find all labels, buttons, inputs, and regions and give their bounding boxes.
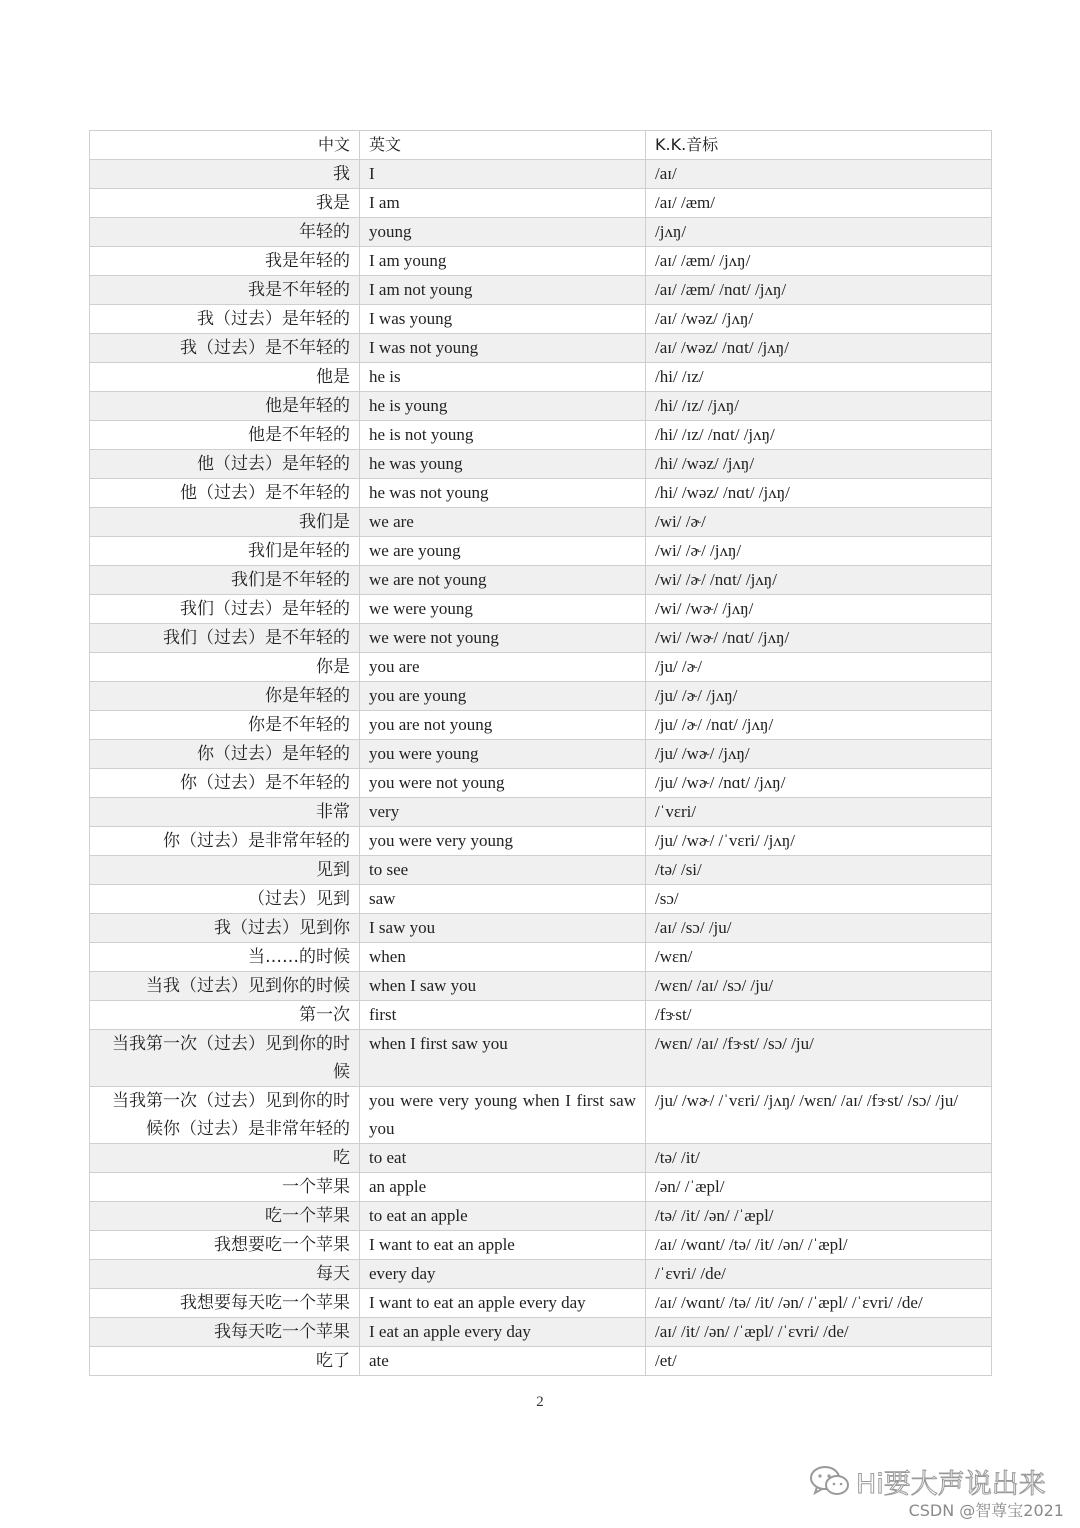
cell-chinese: 当我第一次（过去）见到你的时候: [90, 1030, 360, 1087]
cell-chinese: 他是年轻的: [90, 392, 360, 421]
table-row: [90, 566, 992, 595]
table-row: [90, 885, 992, 914]
cell-chinese: 非常: [90, 798, 360, 827]
table-row: [90, 827, 992, 856]
cell-chinese: 你（过去）是非常年轻的: [90, 827, 360, 856]
cell-kk-phonetic: /ju/ /ɚ/ /nɑt/ /jʌŋ/: [646, 711, 992, 740]
cell-english: we were not young: [360, 624, 646, 653]
cell-english: you were very young when I first saw you: [360, 1087, 646, 1144]
cell-kk-phonetic: /ju/ /wɚ/ /ˈvɛri/ /jʌŋ/: [646, 827, 992, 856]
cell-chinese: 吃了: [90, 1347, 360, 1376]
table-row: [90, 711, 992, 740]
cell-english: I was young: [360, 305, 646, 334]
cell-chinese: 他（过去）是年轻的: [90, 450, 360, 479]
cell-english: I want to eat an apple every day: [360, 1289, 646, 1318]
cell-english: I was not young: [360, 334, 646, 363]
cell-kk-phonetic: /ən/ /ˈæpl/: [646, 1173, 992, 1202]
table-row: [90, 1030, 992, 1087]
table-row: [90, 798, 992, 827]
cell-english: when I first saw you: [360, 1030, 646, 1087]
cell-kk-phonetic: /sɔ/: [646, 885, 992, 914]
cell-kk-phonetic: /wɛn/ /aɪ/ /fɝst/ /sɔ/ /ju/: [646, 1030, 992, 1087]
cell-chinese: 我们是不年轻的: [90, 566, 360, 595]
table-row: [90, 1144, 992, 1173]
cell-chinese: 他是: [90, 363, 360, 392]
cell-english: we are not young: [360, 566, 646, 595]
table-row: [90, 856, 992, 885]
page-number: 2: [536, 1394, 544, 1410]
cell-kk-phonetic: /ju/ /wɚ/ /jʌŋ/: [646, 740, 992, 769]
table-row: [90, 1001, 992, 1030]
cell-english: he was not young: [360, 479, 646, 508]
cell-kk-phonetic: /ju/ /ɚ/ /jʌŋ/: [646, 682, 992, 711]
table-row: [90, 334, 992, 363]
cell-chinese: 你（过去）是年轻的: [90, 740, 360, 769]
cell-kk-phonetic: /ju/ /ɚ/: [646, 653, 992, 682]
table-row: [90, 160, 992, 189]
table-row: [90, 682, 992, 711]
cell-english: we are young: [360, 537, 646, 566]
cell-chinese: 第一次: [90, 1001, 360, 1030]
cell-chinese: 我想要每天吃一个苹果: [90, 1289, 360, 1318]
watermark-brand: [808, 1462, 1058, 1500]
table-row: [90, 392, 992, 421]
cell-english: I saw you: [360, 914, 646, 943]
cell-english: you were young: [360, 740, 646, 769]
cell-kk-phonetic: /ju/ /wɚ/ /ˈvɛri/ /jʌŋ/ /wɛn/ /aɪ/ /fɝst/ /sɔ/ /ju/: [646, 1087, 992, 1144]
cell-chinese: 我（过去）见到你: [90, 914, 360, 943]
cell-chinese: 我是年轻的: [90, 247, 360, 276]
cell-kk-phonetic: /ˈɛvri/ /de/: [646, 1260, 992, 1289]
cell-kk-phonetic: /tə/ /si/: [646, 856, 992, 885]
cell-english: very: [360, 798, 646, 827]
cell-kk-phonetic: /aɪ/ /æm/ /nɑt/ /jʌŋ/: [646, 276, 992, 305]
cell-english: I: [360, 160, 646, 189]
cell-english: you were very young: [360, 827, 646, 856]
cell-kk-phonetic: /aɪ/ /it/ /ən/ /ˈæpl/ /ˈɛvri/ /de/: [646, 1318, 992, 1347]
cell-kk-phonetic: /wi/ /ɚ/ /nɑt/ /jʌŋ/: [646, 566, 992, 595]
cell-chinese: 我想要吃一个苹果: [90, 1231, 360, 1260]
cell-english: when I saw you: [360, 972, 646, 1001]
table-row: [90, 1087, 992, 1144]
header-english: 英文: [360, 131, 646, 160]
cell-english: young: [360, 218, 646, 247]
table-row: [90, 624, 992, 653]
cell-english: I am not young: [360, 276, 646, 305]
table-row: [90, 479, 992, 508]
table-row: [90, 1173, 992, 1202]
table-row: [90, 218, 992, 247]
cell-kk-phonetic: /hi/ /ɪz/: [646, 363, 992, 392]
table-row: [90, 914, 992, 943]
cell-english: he is: [360, 363, 646, 392]
cell-chinese: 我（过去）是年轻的: [90, 305, 360, 334]
table-row: [90, 943, 992, 972]
table-row: [90, 276, 992, 305]
table-row: [90, 1289, 992, 1318]
cell-chinese: 你是年轻的: [90, 682, 360, 711]
cell-kk-phonetic: /aɪ/ /æm/: [646, 189, 992, 218]
table-row: [90, 595, 992, 624]
cell-kk-phonetic: /fɝst/: [646, 1001, 992, 1030]
table-row: [90, 363, 992, 392]
cell-english: you are young: [360, 682, 646, 711]
table-row: [90, 1347, 992, 1376]
cell-kk-phonetic: /hi/ /wəz/ /nɑt/ /jʌŋ/: [646, 479, 992, 508]
header-kk-phonetic: K.K.音标: [646, 131, 992, 160]
table-row: [90, 450, 992, 479]
cell-chinese: 他（过去）是不年轻的: [90, 479, 360, 508]
cell-kk-phonetic: /hi/ /ɪz/ /nɑt/ /jʌŋ/: [646, 421, 992, 450]
cell-english: you are: [360, 653, 646, 682]
table-row: [90, 1260, 992, 1289]
cell-kk-phonetic: /ju/ /wɚ/ /nɑt/ /jʌŋ/: [646, 769, 992, 798]
cell-english: you are not young: [360, 711, 646, 740]
table-row: [90, 305, 992, 334]
cell-english: we were young: [360, 595, 646, 624]
cell-english: to eat: [360, 1144, 646, 1173]
cell-chinese: 吃: [90, 1144, 360, 1173]
table-row: [90, 537, 992, 566]
cell-kk-phonetic: /et/: [646, 1347, 992, 1376]
cell-english: every day: [360, 1260, 646, 1289]
cell-english: I want to eat an apple: [360, 1231, 646, 1260]
cell-kk-phonetic: /aɪ/ /æm/ /jʌŋ/: [646, 247, 992, 276]
cell-chinese: 见到: [90, 856, 360, 885]
cell-chinese: 我每天吃一个苹果: [90, 1318, 360, 1347]
cell-kk-phonetic: /jʌŋ/: [646, 218, 992, 247]
cell-kk-phonetic: /wɛn/: [646, 943, 992, 972]
cell-chinese: 年轻的: [90, 218, 360, 247]
cell-english: we are: [360, 508, 646, 537]
cell-chinese: 我们（过去）是不年轻的: [90, 624, 360, 653]
cell-english: to see: [360, 856, 646, 885]
cell-chinese: 当我第一次（过去）见到你的时候你（过去）是非常年轻的: [90, 1087, 360, 1144]
cell-kk-phonetic: /ˈvɛri/: [646, 798, 992, 827]
cell-chinese: 你是: [90, 653, 360, 682]
cell-kk-phonetic: /aɪ/ /wɑnt/ /tə/ /it/ /ən/ /ˈæpl/: [646, 1231, 992, 1260]
vocab-table: [89, 130, 992, 1376]
cell-chinese: 每天: [90, 1260, 360, 1289]
cell-english: to eat an apple: [360, 1202, 646, 1231]
cell-chinese: 当……的时候: [90, 943, 360, 972]
cell-english: he was young: [360, 450, 646, 479]
cell-kk-phonetic: /wi/ /ɚ/ /jʌŋ/: [646, 537, 992, 566]
table-row: [90, 247, 992, 276]
cell-chinese: 我是: [90, 189, 360, 218]
cell-english: ate: [360, 1347, 646, 1376]
table-row: [90, 1318, 992, 1347]
cell-chinese: 我们（过去）是年轻的: [90, 595, 360, 624]
table-header-row: [90, 131, 992, 160]
cell-chinese: （过去）见到: [90, 885, 360, 914]
cell-kk-phonetic: /wi/ /wɚ/ /jʌŋ/: [646, 595, 992, 624]
table-row: [90, 1202, 992, 1231]
watermark-credit: CSDN @智尊宝2021: [908, 1501, 1064, 1520]
table-row: [90, 653, 992, 682]
wechat-icon: [808, 1463, 852, 1499]
watermark-brand-text: Hi要大声说出来: [856, 1468, 1046, 1500]
cell-chinese: 吃一个苹果: [90, 1202, 360, 1231]
cell-chinese: 他是不年轻的: [90, 421, 360, 450]
table-row: [90, 421, 992, 450]
cell-kk-phonetic: /tə/ /it/: [646, 1144, 992, 1173]
cell-kk-phonetic: /aɪ/ /wəz/ /jʌŋ/: [646, 305, 992, 334]
cell-kk-phonetic: /wi/ /wɚ/ /nɑt/ /jʌŋ/: [646, 624, 992, 653]
table-row: [90, 189, 992, 218]
header-chinese: 中文: [90, 131, 360, 160]
table-row: [90, 972, 992, 1001]
cell-chinese: 我是不年轻的: [90, 276, 360, 305]
cell-kk-phonetic: /aɪ/: [646, 160, 992, 189]
cell-kk-phonetic: /wɛn/ /aɪ/ /sɔ/ /ju/: [646, 972, 992, 1001]
table-row: [90, 1231, 992, 1260]
table-row: [90, 508, 992, 537]
cell-kk-phonetic: /hi/ /ɪz/ /jʌŋ/: [646, 392, 992, 421]
table-row: [90, 740, 992, 769]
cell-kk-phonetic: /wi/ /ɚ/: [646, 508, 992, 537]
cell-english: he is not young: [360, 421, 646, 450]
cell-chinese: 我（过去）是不年轻的: [90, 334, 360, 363]
cell-chinese: 我: [90, 160, 360, 189]
cell-english: I am: [360, 189, 646, 218]
cell-english: I eat an apple every day: [360, 1318, 646, 1347]
cell-english: when: [360, 943, 646, 972]
cell-english: he is young: [360, 392, 646, 421]
cell-english: an apple: [360, 1173, 646, 1202]
cell-english: first: [360, 1001, 646, 1030]
cell-kk-phonetic: /aɪ/ /wəz/ /nɑt/ /jʌŋ/: [646, 334, 992, 363]
cell-english: saw: [360, 885, 646, 914]
cell-chinese: 你是不年轻的: [90, 711, 360, 740]
cell-kk-phonetic: /aɪ/ /sɔ/ /ju/: [646, 914, 992, 943]
cell-kk-phonetic: /aɪ/ /wɑnt/ /tə/ /it/ /ən/ /ˈæpl/ /ˈɛvri/ /de/: [646, 1289, 992, 1318]
cell-english: you were not young: [360, 769, 646, 798]
cell-kk-phonetic: /tə/ /it/ /ən/ /ˈæpl/: [646, 1202, 992, 1231]
cell-english: I am young: [360, 247, 646, 276]
cell-chinese: 你（过去）是不年轻的: [90, 769, 360, 798]
table-row: [90, 769, 992, 798]
cell-chinese: 当我（过去）见到你的时候: [90, 972, 360, 1001]
cell-chinese: 一个苹果: [90, 1173, 360, 1202]
cell-kk-phonetic: /hi/ /wəz/ /jʌŋ/: [646, 450, 992, 479]
cell-chinese: 我们是年轻的: [90, 537, 360, 566]
cell-chinese: 我们是: [90, 508, 360, 537]
